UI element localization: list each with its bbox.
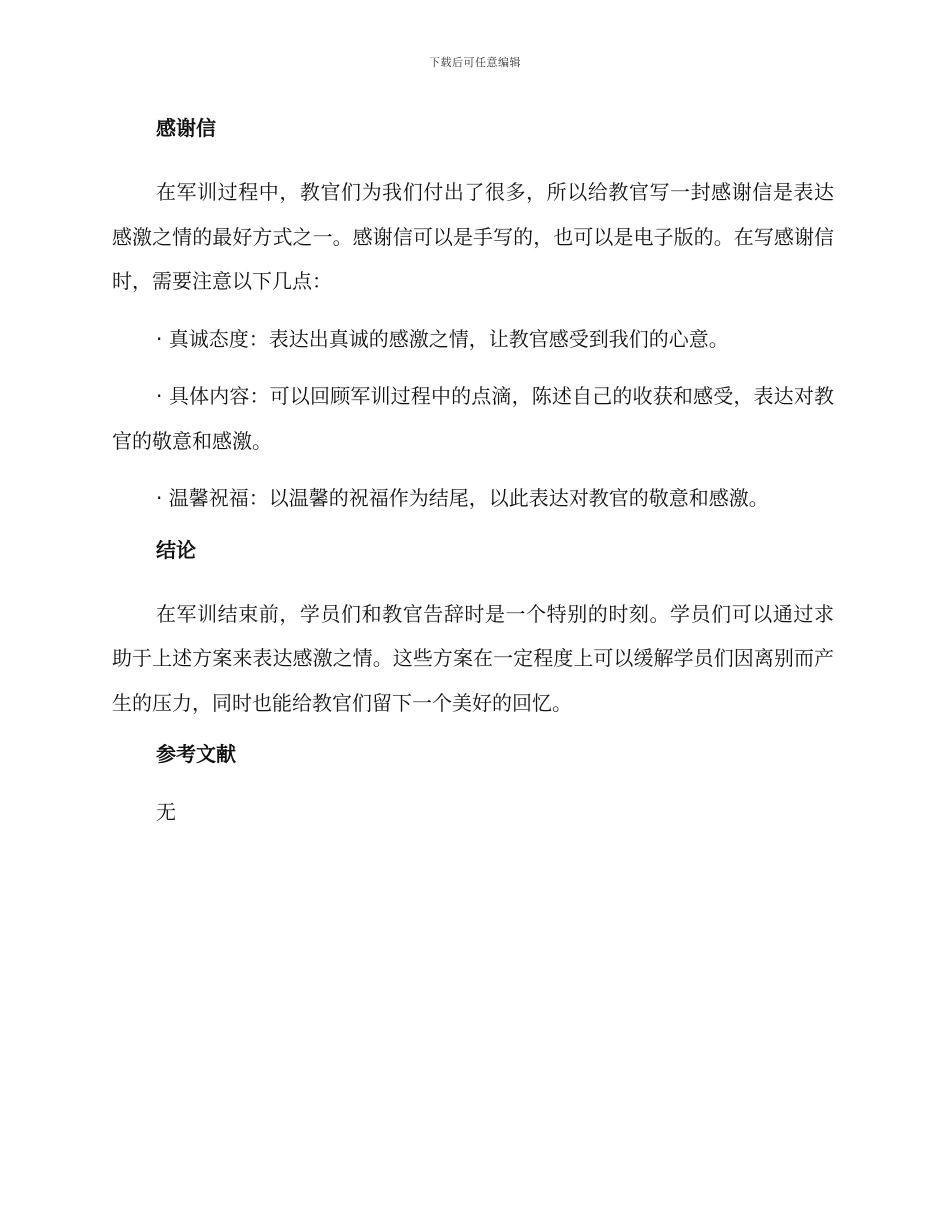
- bullet-item-content: · 具体内容：可以回顾军训过程中的点滴，陈述自己的收获和感受，表达对教官的敬意和感激。: [112, 384, 834, 453]
- section-heading-conclusion: 结论: [156, 537, 196, 562]
- thanks-intro-paragraph: 在军训过程中，教官们为我们付出了很多，所以给教官写一封感谢信是表达感激之情的最好方式之一。感谢信可以是手写的，也可以是电子版的。在写感谢信时，需要注意以下几点：: [112, 180, 834, 293]
- page-header: 下载后可任意编辑: [429, 56, 521, 69]
- references-text: 无: [156, 800, 176, 824]
- document-body: [112, 112, 834, 828]
- bullet-item-blessing: · 温馨祝福：以温馨的祝福作为结尾，以此表达对教官的敬意和感激。: [156, 486, 769, 510]
- section-heading-thanks: 感谢信: [156, 116, 216, 140]
- section-heading-references: 参考文献: [156, 742, 236, 766]
- bullet-item-sincere: · 真诚态度：表达出真诚的感激之情，让教官感受到我们的心意。: [156, 326, 729, 351]
- conclusion-paragraph: 在军训结束前，学员们和教官告辞时是一个特别的时刻。学员们可以通过求助于上述方案来表达感激之情。这些方案在一定程度上可以缓解学员们因离别而产生的压力，同时也能给教官们留下一个美好的回忆。: [112, 601, 834, 715]
